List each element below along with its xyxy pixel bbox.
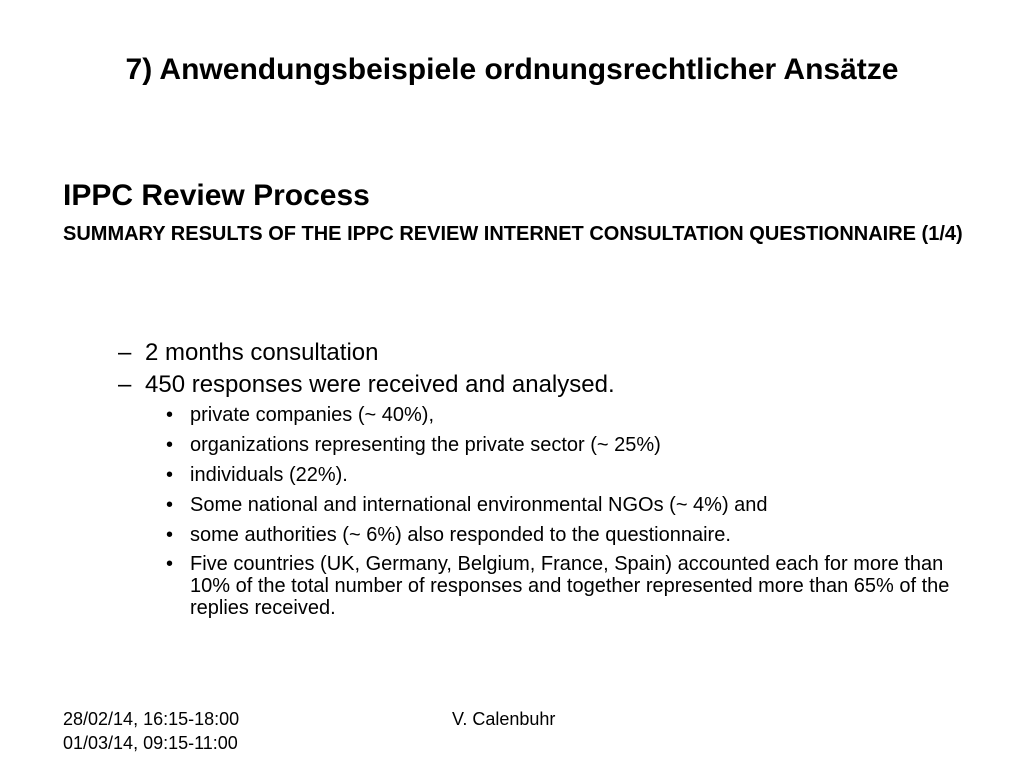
dash-bullet-icon: – [118,371,132,398]
sub-point-text: Some national and international environmental NGOs (~ 4%) and [190,494,768,516]
sub-point [166,493,966,517]
bullet-icon: • [166,404,174,426]
main-point-text: 2 months consultation [145,339,379,366]
bullet-icon: • [166,464,174,486]
sub-point [166,403,966,427]
footer-date-line: 01/03/14, 09:15-11:00 [63,733,238,753]
main-point [118,337,615,369]
sub-points-list [166,403,966,625]
sub-point [166,553,960,619]
main-point-text: 450 responses were received and analysed. [145,371,615,398]
footer-author: V. Calenbuhr [452,709,556,729]
subheading: SUMMARY RESULTS OF THE IPPC REVIEW INTERNET CONSULTATION QUESTIONNAIRE (1/4) [63,223,963,245]
sub-point [166,433,966,457]
sub-point-text: private companies (~ 40%), [190,404,435,426]
main-points-list [118,337,615,401]
sub-point-text: Five countries (UK, Germany, Belgium, France, Spain) accounted each for more than 10% of the total number of responses and together represented more than 65% of the replies received. [190,553,950,619]
section-heading: IPPC Review Process [63,179,370,212]
sub-point [166,463,966,487]
sub-point-text: organizations representing the private sector (~ 25%) [190,434,661,456]
footer-date [63,707,239,755]
sub-point-text: individuals (22%). [190,464,348,486]
sub-point-text: some authorities (~ 6%) also responded to the questionnaire. [190,524,731,546]
bullet-icon: • [166,494,174,516]
bullet-icon: • [166,524,174,546]
footer-date-line: 28/02/14, 16:15-18:00 [63,709,240,729]
sub-point [166,523,966,547]
bullet-icon: • [166,434,174,456]
slide-title: 7) Anwendungsbeispiele ordnungsrechtlicher Ansätze [125,53,899,86]
dash-bullet-icon: – [118,339,132,366]
main-point [118,369,615,401]
bullet-icon: • [166,553,174,575]
